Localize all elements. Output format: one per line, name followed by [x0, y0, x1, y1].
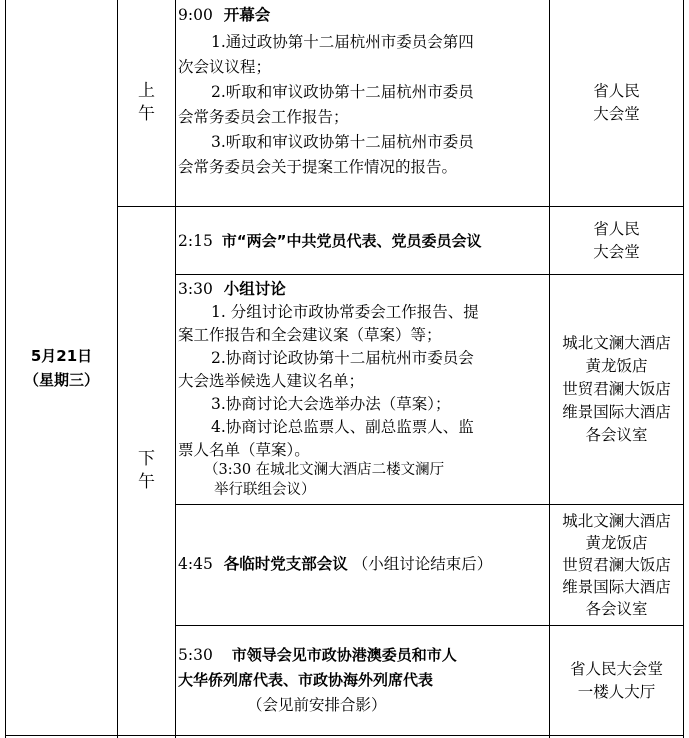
period-morning-char2: 午 [138, 104, 155, 124]
row5-time: 5:30 [178, 646, 213, 664]
row1-time: 9:00 [178, 6, 213, 24]
row3-location-line: 维景国际大酒店 [562, 403, 671, 421]
row3-item: 大会选举候选人建议名单； [178, 372, 365, 390]
row3-item: 3.协商讨论大会选举办法（草案）； [211, 395, 451, 413]
row5-note: （会见前安排合影） [247, 696, 387, 714]
row2-time: 2:15 [178, 232, 213, 250]
row4-time: 4:45 [178, 555, 213, 573]
row1-item: 3.听取和审议政协第十二届杭州市委员 [211, 133, 474, 151]
row4-location-line: 城北文澜大酒店 [562, 512, 671, 530]
row5-title-line1: 市领导会见市政协港澳委员和市人 [231, 646, 457, 664]
divider-period-content [175, 0, 176, 738]
row1-location [550, 0, 683, 206]
row1-location-line: 大会堂 [593, 105, 640, 123]
row5-heading [178, 645, 457, 666]
row3-location-line: 黄龙饭店 [585, 357, 648, 375]
row2-location-line: 省人民 [593, 219, 640, 238]
row5-title-line2: 大华侨列席代表、市政协海外列席代表 [178, 671, 434, 689]
row4-location [550, 505, 683, 625]
row4-heading [178, 554, 492, 575]
row3-note: （3:30 在城北文澜大酒店二楼文澜厅 [204, 462, 445, 478]
row3-location [550, 275, 683, 504]
date-cell [6, 0, 117, 735]
row5-location-line: 一楼人大厅 [577, 682, 656, 701]
row1-item: 会常务委员会工作报告； [178, 108, 349, 126]
row3-item: 2.协商讨论政协第十二届杭州市委员会 [211, 349, 474, 367]
row3-item: 1. 分组讨论市政协常委会工作报告、提 [211, 303, 479, 321]
row2-title: 市“两会”中共党员代表、党员委员会议 [221, 232, 482, 250]
row1-heading [178, 5, 270, 26]
weekday-text: （星期三） [23, 370, 99, 389]
border-right [683, 0, 684, 738]
period-afternoon-char1: 下 [138, 449, 155, 469]
row2-heading [178, 231, 481, 252]
row3-item: 票人名单（草案）。 [178, 441, 310, 459]
row4-note: （小组讨论结束后） [352, 555, 493, 573]
row1-item: 次会议议程； [178, 58, 272, 76]
row4-location-line: 世贸君澜大饭店 [562, 556, 671, 574]
row1-title: 开幕会 [223, 6, 271, 24]
row3-title: 小组讨论 [223, 280, 286, 298]
period-morning [118, 0, 175, 206]
row3-location-line: 世贸君澜大饭店 [562, 380, 671, 398]
row5-location [550, 626, 683, 735]
row4-location-line: 黄龙饭店 [585, 534, 648, 552]
row4-location-line: 维景国际大酒店 [562, 578, 671, 596]
row3-item: 案工作报告和全会建议案（草案）等； [178, 326, 442, 344]
row4-title: 各临时党支部会议 [223, 555, 348, 573]
date-text: 5月21日 [30, 346, 93, 365]
row3-note: 举行联组会议） [214, 482, 316, 498]
period-afternoon-char2: 午 [138, 472, 155, 492]
row3-location-line: 各会议室 [585, 426, 648, 444]
row3-time: 3:30 [178, 280, 213, 298]
border-bottom [5, 735, 684, 736]
row5-location-line: 省人民大会堂 [569, 659, 663, 678]
row3-location-line: 城北文澜大酒店 [562, 334, 671, 352]
row3-heading [178, 279, 286, 300]
row4-location-line: 各会议室 [585, 600, 648, 618]
row1-item: 会常务委员会关于提案工作情况的报告。 [178, 158, 458, 176]
row3-item: 4.协商讨论总监票人、副总监票人、监 [211, 418, 474, 436]
row1-item: 2.听取和审议政协第十二届杭州市委员 [211, 83, 474, 101]
row2-location-line: 大会堂 [593, 242, 640, 261]
row1-item: 1.通过政协第十二届杭州市委员会第四 [211, 33, 474, 51]
row1-location-line: 省人民 [593, 82, 640, 100]
row2-location [550, 207, 683, 274]
period-afternoon [118, 207, 175, 735]
period-morning-char1: 上 [138, 81, 155, 101]
